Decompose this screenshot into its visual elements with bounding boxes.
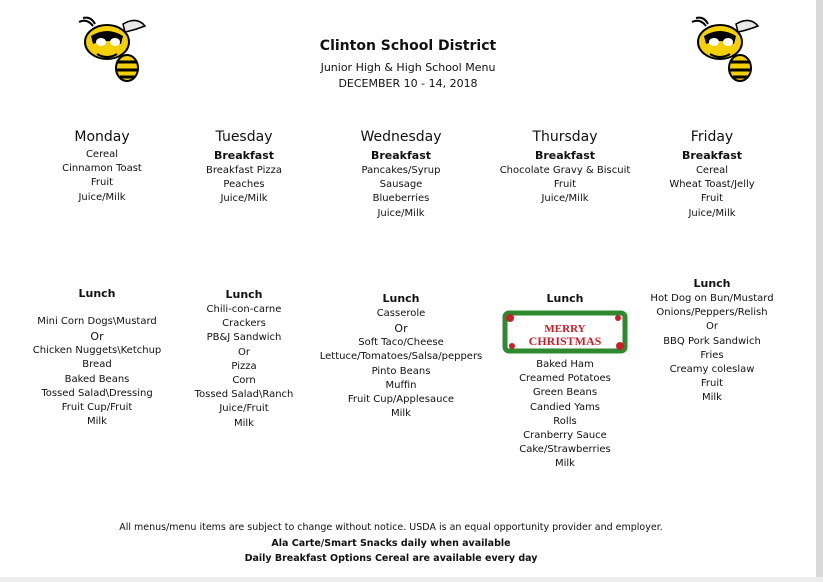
menu-item: Fruit (700, 378, 724, 390)
menu-item: Chicken Nuggets\Ketchup (32, 345, 162, 357)
lunch-heading: Lunch (78, 287, 116, 300)
menu-dates: DECEMBER 10 - 14, 2018 (338, 77, 478, 90)
day-name: Thursday (532, 129, 598, 145)
menu-item: Cereal (85, 149, 119, 160)
menu-subtitle: Junior High & High School Menu (320, 61, 496, 74)
menu-item: Baked Ham (536, 359, 594, 370)
menu-item: Green Beans (532, 387, 598, 399)
friday-breakfast (642, 128, 782, 221)
menu-item: Corn (232, 375, 256, 387)
menu-item: Juice/Milk (541, 193, 589, 205)
day-name: Monday (74, 129, 130, 145)
tuesday-lunch (174, 287, 314, 431)
menu-item: Juice/Milk (220, 193, 268, 205)
menu-item: Juice/Fruit (219, 403, 269, 415)
menu-item: Fruit Cup/Fruit (61, 402, 133, 414)
menu-item: Milk (555, 458, 575, 470)
lunch-heading: Lunch (546, 292, 584, 305)
window-bottom-edge (0, 577, 823, 582)
menu-item: Juice/Milk (377, 207, 425, 219)
day-name: Friday (690, 129, 734, 145)
menu-item: Cereal (695, 165, 729, 176)
menu-item: Baked Beans (64, 373, 130, 385)
breakfast-heading: Breakfast (370, 149, 432, 162)
menu-item: Tossed Salad\Dressing (41, 387, 153, 399)
monday-breakfast (32, 128, 172, 205)
menu-item: Cinnamon Toast (62, 163, 142, 175)
breakfast-heading: Breakfast (534, 149, 596, 162)
svg-text:CHRISTMAS: CHRISTMAS (528, 334, 602, 348)
lunch-heading: Lunch (225, 288, 263, 301)
wednesday-lunch (311, 291, 491, 421)
footer-snacks: Ala Carte/Smart Snacks daily when available (271, 538, 511, 549)
menu-item: Breakfast Pizza (206, 165, 282, 176)
menu-item: Peaches (223, 179, 265, 191)
menu-item: Bread (82, 359, 112, 371)
menu-item: Milk (87, 416, 107, 428)
lunch-heading: Lunch (693, 277, 731, 290)
thursday-breakfast (485, 128, 645, 207)
wednesday-breakfast (326, 128, 476, 221)
menu-item-or: Or (90, 330, 104, 344)
menu-item: BBQ Pork Sandwich (663, 335, 761, 347)
menu-item: Fruit (553, 179, 577, 191)
menu-item: Or (238, 346, 250, 358)
svg-text:MERRY: MERRY (544, 323, 586, 335)
menu-item: Onions/Peppers/Relish (656, 307, 768, 319)
menu-item: Cake/Strawberries (519, 444, 611, 456)
menu-item: Creamed Potatoes (519, 373, 611, 385)
menu-item: Fruit (700, 193, 724, 205)
breakfast-heading: Breakfast (681, 149, 743, 162)
day-name: Wednesday (360, 129, 442, 145)
menu-item: Muffin (385, 379, 417, 391)
monday-lunch (27, 286, 167, 429)
lunch-heading: Lunch (382, 292, 420, 305)
menu-item: Milk (234, 417, 254, 429)
menu-item: Candied Yams (529, 401, 601, 413)
menu-item: Soft Taco/Cheese (358, 337, 444, 349)
menu-item: Milk (391, 408, 411, 420)
menu-item: Chili-con-carne (206, 304, 282, 315)
menu-item-or: Or (394, 322, 408, 336)
menu-item: Fries (700, 349, 724, 361)
menu-item: Lettuce/Tomatoes/Salsa/peppers (319, 351, 483, 363)
menu-item: Pizza (231, 360, 257, 372)
breakfast-heading: Breakfast (213, 149, 275, 162)
district-title: Clinton School District (319, 38, 497, 54)
menu-item: Milk (702, 392, 722, 404)
window-edge (816, 0, 823, 582)
menu-item: Wheat Toast/Jelly (669, 179, 755, 191)
merry-christmas-banner-icon (502, 310, 628, 354)
menu-item: Fruit (90, 177, 114, 189)
menu-item: Cranberry Sauce (523, 430, 607, 442)
menu-item: Pinto Beans (371, 365, 431, 377)
thursday-lunch (495, 291, 635, 472)
menu-item: Tossed Salad\Ranch (194, 389, 294, 401)
footer-notice: All menus/menu items are subject to change without notice. USDA is an equal opportunity provider and employer. (119, 522, 663, 533)
menu-item: PB&J Sandwich (206, 332, 282, 344)
menu-item: Casserole (376, 308, 426, 319)
footer-breakfast-options: Daily Breakfast Options Cereal are available every day (244, 553, 538, 564)
menu-item: Juice/Milk (78, 191, 126, 203)
menu-item: Creamy coleslaw (669, 364, 755, 376)
menu-item: Juice/Milk (688, 207, 736, 219)
menu-item: Crackers (222, 318, 266, 330)
menu-item: Blueberries (372, 193, 430, 205)
menu-item: Sausage (379, 179, 423, 191)
friday-lunch (642, 276, 782, 406)
menu-item: Chocolate Gravy & Biscuit (499, 165, 631, 176)
tuesday-breakfast (174, 128, 314, 207)
menu-item: Pancakes/Syrup (361, 165, 441, 176)
menu-item: Mini Corn Dogs\Mustard (37, 316, 157, 327)
day-name: Tuesday (215, 129, 273, 145)
menu-item: Hot Dog on Bun/Mustard (650, 293, 774, 304)
menu-item: Or (706, 321, 718, 333)
menu-item: Rolls (553, 415, 577, 427)
menu-item: Fruit Cup/Applesauce (347, 394, 455, 406)
